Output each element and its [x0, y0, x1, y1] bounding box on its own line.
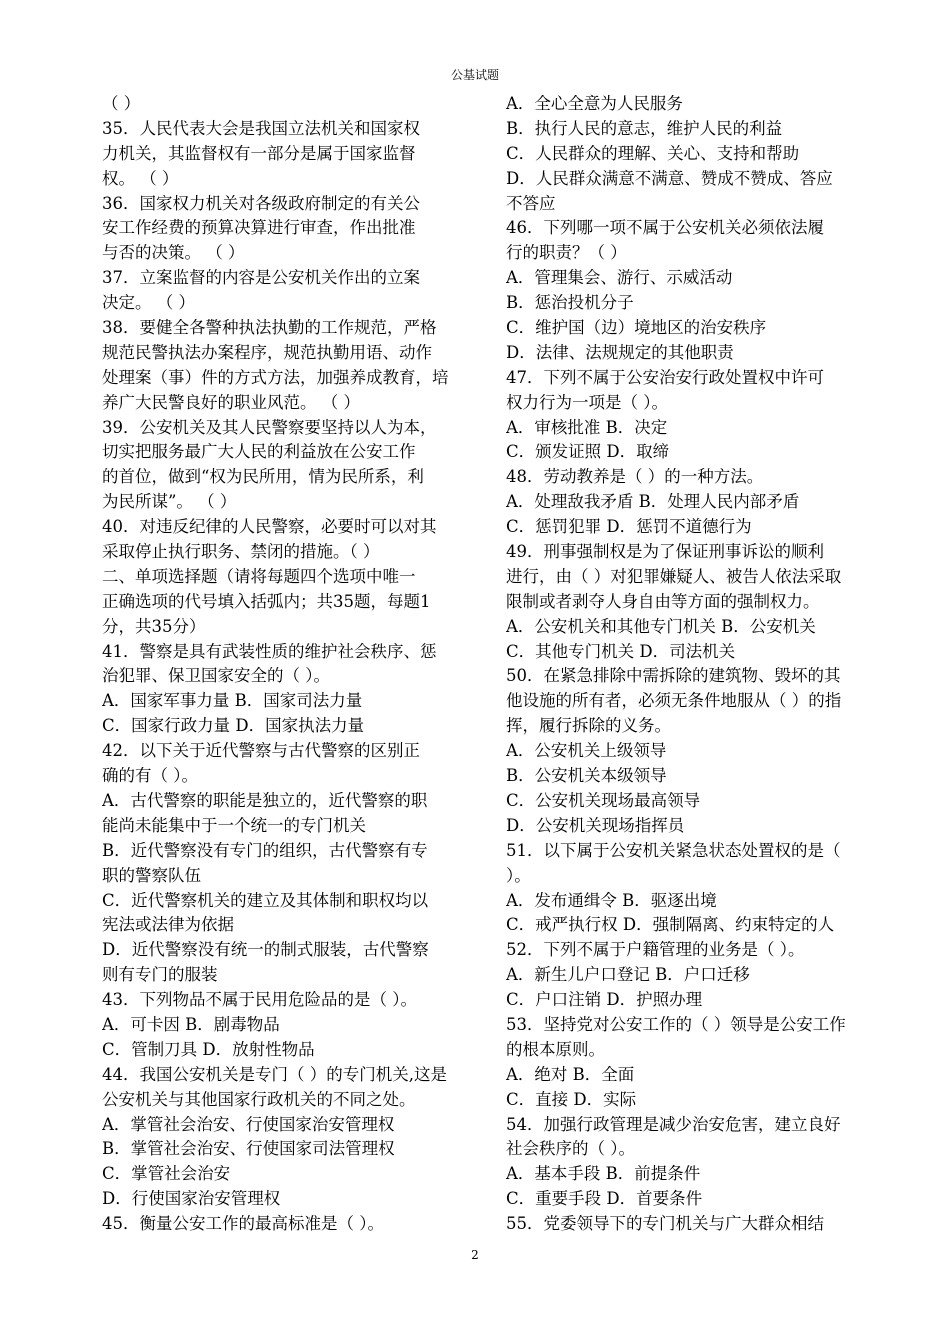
text-line: C．户口注销 D．护照办理	[506, 990, 703, 1010]
text-line: 正确选项的代号填入括弧内；共35题，每题1	[102, 591, 431, 611]
text-line: 公安机关与其他国家行政机关的不同之处。	[102, 1089, 416, 1109]
text-line: A．公安机关上级领导	[506, 741, 667, 761]
text-line: 53．坚持党对公安工作的（ ）领导是公安工作	[506, 1014, 846, 1034]
text-line: A．基本手段 B．前提条件	[506, 1164, 701, 1184]
text-line: D．人民群众满意不满意、赞成不赞成、答应	[506, 168, 833, 188]
text-line: 社会秩序的（ ）。	[506, 1139, 635, 1159]
text-line: 不答应	[506, 193, 556, 213]
text-line: 分，共35分）	[102, 616, 206, 636]
text-line: B．近代警察没有专门的组织，古代警察有专	[102, 840, 428, 860]
text-line: 养广大民警良好的职业风范。 （ ）	[102, 392, 360, 412]
page-number: 2	[471, 1248, 479, 1262]
text-line: 43．下列物品不属于民用危险品的是（ ）。	[102, 990, 417, 1010]
text-line: 为民所谋”。 （ ）	[102, 492, 237, 512]
text-line: ）。	[506, 865, 531, 885]
text-line: 54．加强行政管理是减少治安危害，建立良好	[506, 1114, 841, 1134]
text-line: 45．衡量公安工作的最高标准是（ ）。	[102, 1214, 384, 1234]
text-line: 他设施的所有者，必须无条件地服从（ ）的指	[506, 691, 842, 711]
text-line: C．管制刀具 D．放射性物品	[102, 1039, 315, 1059]
text-line: 42．以下关于近代警察与古代警察的区别正	[102, 741, 420, 761]
text-line: 安工作经费的预算决算进行审查，作出批准	[102, 218, 416, 238]
text-line: 48．劳动教养是（ ）的一种方法。	[506, 467, 764, 487]
text-line: 二、单项选择题（请将每题四个选项中唯一	[102, 566, 416, 586]
text-line: （ ）	[102, 94, 141, 113]
text-line: 36．国家权力机关对各级政府制定的有关公	[102, 193, 420, 213]
text-line: 确的有（ ）。	[102, 766, 198, 786]
text-line: C．维护国（边）境地区的治安秩序	[506, 318, 767, 338]
text-line: D．法律、法规规定的其他职责	[506, 342, 734, 362]
left-column	[102, 92, 474, 1237]
text-line: 46．下列哪一项不属于公安机关必须依法履	[506, 218, 824, 238]
text-line: C．重要手段 D．首要条件	[506, 1189, 703, 1209]
text-line: 40．对违反纪律的人民警察，必要时可以对其	[102, 517, 437, 537]
text-line: C．掌管社会治安	[102, 1164, 231, 1184]
text-line: 权。 （ ）	[102, 168, 179, 188]
text-line: 进行，由（ ）对犯罪嫌疑人、被告人依法采取	[506, 566, 842, 586]
text-line: 行的职责？（ ）	[506, 243, 627, 263]
text-line: A．绝对 B．全面	[506, 1064, 635, 1084]
text-line: 44．我国公安机关是专门（ ）的专门机关,这是	[102, 1064, 447, 1084]
text-line: 职的警察队伍	[102, 865, 201, 885]
page-header-title: 公基试题	[450, 68, 499, 82]
text-line: A．掌管社会治安、行使国家治安管理权	[102, 1114, 395, 1134]
text-line: B．执行人民的意志，维护人民的利益	[506, 118, 783, 138]
text-line: 限制或者剥夺人身自由等方面的强制权力。	[506, 591, 820, 611]
text-line: C．近代警察机关的建立及其体制和职权均以	[102, 890, 429, 910]
text-line: 55．党委领导下的专门机关与广大群众相结	[506, 1214, 824, 1234]
text-line: B．惩治投机分子	[506, 293, 634, 313]
text-line: A．全心全意为人民服务	[506, 94, 683, 113]
text-line: 47．下列不属于公安治安行政处置权中许可	[506, 367, 824, 387]
text-line: 与否的决策。 （ ）	[102, 243, 245, 263]
text-line: A．处理敌我矛盾 B．处理人民内部矛盾	[506, 492, 800, 512]
text-line: C．国家行政力量 D．国家执法力量	[102, 716, 365, 736]
text-line: 38．要健全各警种执法执勤的工作规范，严格	[102, 318, 437, 338]
text-line: C．人民群众的理解、关心、支持和帮助	[506, 143, 800, 163]
text-line: 宪法或法律为依据	[102, 915, 234, 935]
text-line: C．直接 D．实际	[506, 1089, 637, 1109]
text-line: 则有专门的服装	[102, 965, 218, 985]
text-line: 35．人民代表大会是我国立法机关和国家权	[102, 118, 420, 138]
text-line: 的首位，做到“权为民所用，情为民所系，利	[102, 467, 424, 487]
text-line: 52．下列不属于户籍管理的业务是（ ）。	[506, 940, 805, 960]
text-line: 的根本原则。	[506, 1039, 605, 1059]
text-line: 处理案（事）件的方式方法，加强养成教育，培	[102, 367, 449, 387]
text-line: 力机关，其监督权有一部分是属于国家监督	[102, 143, 416, 163]
text-line: D．公安机关现场指挥员	[506, 815, 685, 835]
text-line: 能尚未能集中于一个统一的专门机关	[102, 815, 366, 835]
text-line: A．公安机关和其他专门机关 B．公安机关	[506, 616, 816, 636]
text-line: C．惩罚犯罪 D．惩罚不道德行为	[506, 517, 752, 537]
text-line: 49．刑事强制权是为了保证刑事诉讼的顺利	[506, 542, 824, 562]
text-line: 权力行为一项是（ ）。	[506, 392, 668, 412]
text-line: A．审核批准 B．决定	[506, 417, 668, 437]
text-line: B．公安机关本级领导	[506, 766, 667, 786]
text-line: 37．立案监督的内容是公安机关作出的立案	[102, 268, 420, 288]
right-column	[506, 92, 878, 1237]
text-line: 采取停止执行职务、禁闭的措施。（ ）	[102, 542, 380, 562]
text-line: 39．公安机关及其人民警察要坚持以人为本，	[102, 417, 437, 437]
text-line: 挥，履行拆除的义务。	[506, 716, 671, 736]
text-line: 治犯罪、保卫国家安全的（ ）。	[102, 666, 330, 686]
text-line: 41．警察是具有武装性质的维护社会秩序、惩	[102, 641, 437, 661]
text-line: A．古代警察的职能是独立的，近代警察的职	[102, 790, 428, 810]
text-line: A．发布通缉令 B．驱逐出境	[506, 890, 717, 910]
text-line: C．公安机关现场最高领导	[506, 790, 701, 810]
text-line: B．掌管社会治安、行使国家司法管理权	[102, 1139, 395, 1159]
text-line: D．行使国家治安管理权	[102, 1189, 281, 1209]
text-line: C．戒严执行权 D．强制隔离、约束特定的人	[506, 915, 835, 935]
text-line: 切实把服务最广大人民的利益放在公安工作	[102, 442, 416, 462]
text-line: A．国家军事力量 B．国家司法力量	[102, 691, 363, 711]
text-line: A．新生儿户口登记 B．户口迁移	[506, 965, 750, 985]
text-line: A．管理集会、游行、示威活动	[506, 268, 733, 288]
text-line: 50．在紧急排除中需拆除的建筑物、毁坏的其	[506, 666, 841, 686]
text-line: C．其他专门机关 D．司法机关	[506, 641, 736, 661]
text-line: C．颁发证照 D．取缔	[506, 442, 670, 462]
text-line: 决定。 （ ）	[102, 293, 195, 313]
text-line: D．近代警察没有统一的制式服装，古代警察	[102, 940, 429, 960]
text-line: 51．以下属于公安机关紧急状态处置权的是（	[506, 840, 841, 860]
text-line: 规范民警执法办案程序，规范执勤用语、动作	[102, 342, 432, 362]
text-line: A．可卡因 B．剧毒物品	[102, 1014, 280, 1034]
